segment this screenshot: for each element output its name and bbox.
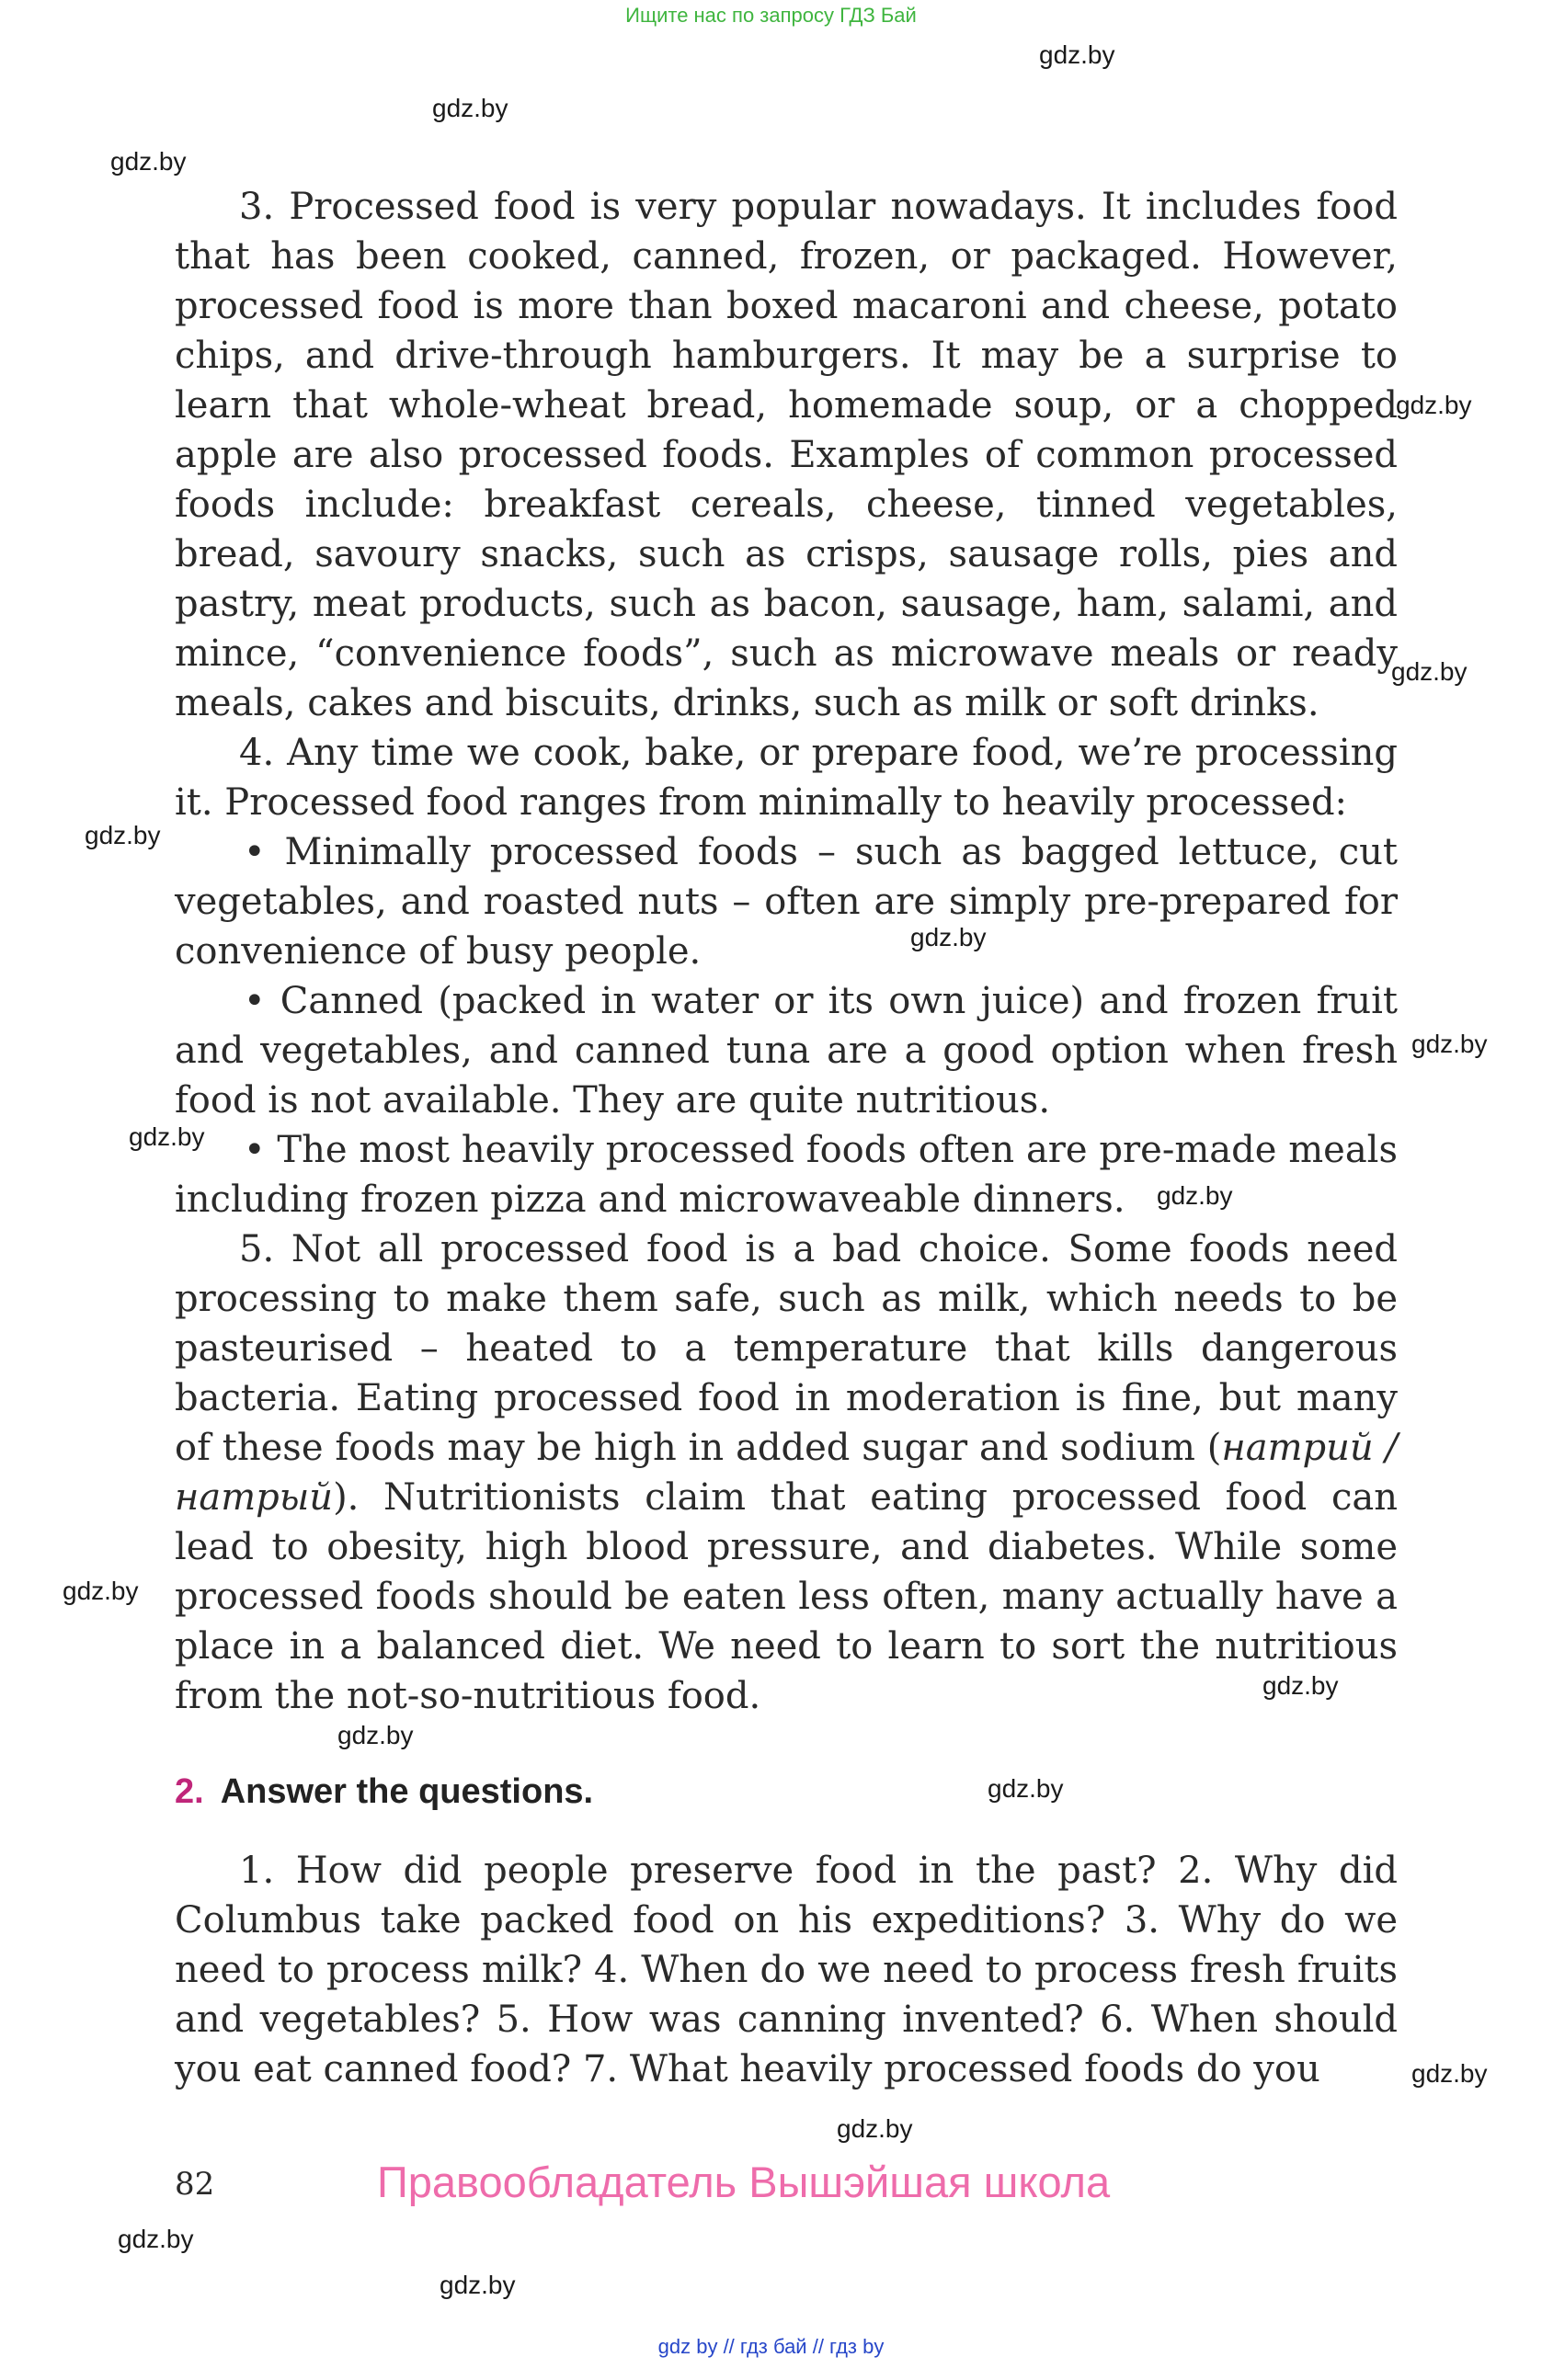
watermark: gdz.by: [1157, 1181, 1233, 1210]
watermark: gdz.by: [440, 2271, 516, 2299]
bullet-minimally-processed: • Minimally processed foods – such as bagged lettuce, cut vegetables, and roasted nuts – often are simply pre-prepared for convenience of busy people.: [175, 831, 1398, 973]
watermark: gdz.by: [85, 821, 161, 849]
watermark: gdz.by: [432, 94, 508, 122]
exercise-title: Answer the questions.: [220, 1772, 594, 1811]
copyright-notice: Правообладатель Вышэйшая школа: [377, 2158, 1111, 2206]
watermark: gdz.by: [110, 147, 187, 176]
watermark: gdz.by: [1411, 1030, 1488, 1058]
paragraph-5-translation: натрий / натрый: [175, 1427, 1398, 1519]
paragraph-3: 3. Processed food is very popular nowadays. It includes food that has been cooked, canned, frozen, or packaged. However, processed food is more than boxed macaroni and cheese, potato chips, and drive-through hamburgers. It may be a surprise to learn that whole-wheat bread, homemade soup, or a chopped apple are also processed foods. Examples of common processed foods include: breakfast cereals, cheese, tinned vegetables, bread, savoury snacks, such as crisps, sausage rolls, pies and pastry, meat products, such as bacon, sausage, ham, salami, and mince, “convenience foods”, such as microwave meals or ready meals, cakes and biscuits, drinks, such as milk or soft drinks.: [175, 186, 1398, 724]
watermark: gdz.by: [63, 1577, 139, 1605]
watermark: gdz.by: [988, 1774, 1064, 1803]
paragraph-4: 4. Any time we cook, bake, or prepare food, we’re processing it. Processed food ranges from minimally to heavily processed:: [175, 732, 1398, 824]
paragraph-5: [175, 1224, 1398, 1721]
watermark: gdz.by: [910, 923, 987, 951]
watermark: gdz.by: [1262, 1671, 1339, 1700]
paragraph-5-start: 5. Not all processed food is a bad choice. Some foods need processing to make them safe, such as milk, which needs to be pasteurised – heated to a temperature that kills dangerous bacteria. Eating processed food in moderation is fine, but many of these foods may be high in added sugar and sodium (: [175, 1228, 1398, 1469]
paragraph-5-end: ). Nutritionists claim that eating processed food can lead to obesity, high blood pressure, and diabetes. While some processed foods should be eaten less often, many actually have a place in a balanced diet. We need to learn to sort the nutritious from the not-so-nutritious food.: [175, 1476, 1398, 1717]
watermark: gdz.by: [337, 1721, 414, 1749]
questions-text: [175, 1846, 1398, 2094]
exercise-number: 2.: [175, 1772, 204, 1811]
watermark: gdz.by: [1391, 657, 1468, 686]
top-banner[interactable]: Ищите нас по запросу ГДЗ Бай: [625, 4, 917, 27]
bullet-canned: • Canned (packed in water or its own juice) and frozen fruit and vegetables, and canned tuna are a good option when fresh food is not available. They are quite nutritious.: [175, 980, 1398, 1122]
footer-links[interactable]: gdz by // гдз бай // гдз by: [657, 2335, 885, 2358]
watermark: gdz.by: [129, 1122, 205, 1151]
bullet-heavily-processed: • The most heavily processed foods often are pre-made meals including frozen pizza and microwaveable dinners.: [175, 1129, 1398, 1221]
watermark: gdz.by: [1396, 391, 1472, 419]
watermark: gdz.by: [1411, 2059, 1488, 2088]
questions-paragraph: 1. How did people preserve food in the past? 2. Why did Columbus take packed food on his expeditions? 3. Why do we need to process milk? 4. When do we need to process fresh fruits and vegetables? 5. How was canning invented? 6. When should you eat canned food? 7. What heavily processed foods do you: [175, 1850, 1398, 2090]
exercise-heading: [175, 1772, 593, 1812]
main-text: [175, 182, 1398, 1721]
watermark: gdz.by: [118, 2225, 194, 2253]
page-number: 82: [175, 2166, 215, 2203]
watermark: gdz.by: [837, 2114, 913, 2143]
watermark: gdz.by: [1039, 40, 1115, 69]
